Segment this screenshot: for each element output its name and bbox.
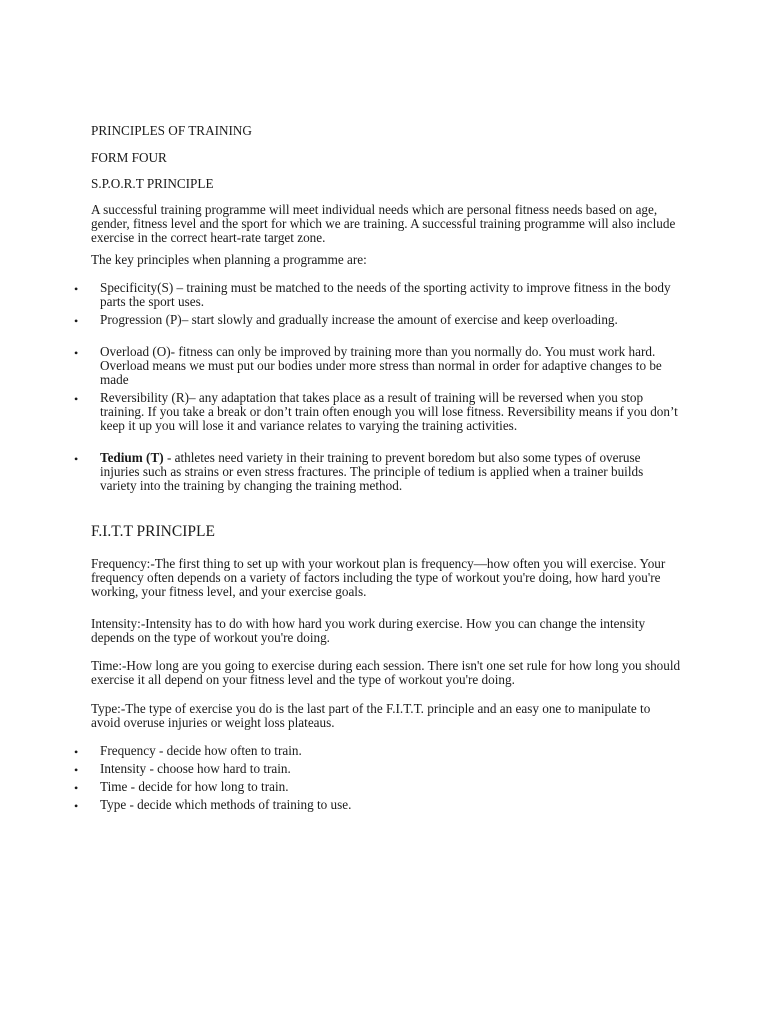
list-item-reversibility bbox=[74, 390, 680, 434]
list-item-text: Intensity - choose how hard to train. bbox=[100, 761, 291, 776]
intro-paragraph: A successful training programme will meet individual needs which are personal fitness needs based on age, gender, fitness level and the sport for which we are training. A successful training programme will also include exercise in the correct heart-rate target zone. bbox=[91, 202, 676, 246]
bullet-icon: • bbox=[74, 799, 79, 813]
bullet-icon: • bbox=[74, 346, 79, 360]
fitt-principle-heading: F.I.T.T PRINCIPLE bbox=[91, 523, 215, 540]
list-item-progression bbox=[74, 312, 680, 328]
bullet-icon: • bbox=[74, 282, 79, 296]
form-label: FORM FOUR bbox=[91, 150, 167, 165]
list-item-text: Time - decide for how long to train. bbox=[100, 779, 289, 794]
list-item-text: Progression (P)– start slowly and gradually increase the amount of exercise and keep overloading. bbox=[100, 312, 618, 327]
list-item-frequency bbox=[74, 743, 680, 759]
bullet-icon: • bbox=[74, 763, 79, 777]
bullet-icon: • bbox=[74, 452, 79, 466]
list-item-intensity bbox=[74, 761, 680, 777]
list-item-time bbox=[74, 779, 680, 795]
document-title: PRINCIPLES OF TRAINING bbox=[91, 123, 252, 138]
key-principles-intro: The key principles when planning a programme are: bbox=[91, 252, 367, 267]
intensity-paragraph: Intensity:-Intensity has to do with how hard you work during exercise. How you can change the intensity depends on the type of workout you're doing. bbox=[91, 616, 646, 646]
list-item-tedium bbox=[74, 450, 680, 494]
type-paragraph: Type:-The type of exercise you do is the last part of the F.I.T.T. principle and an easy one to manipulate to avoid overuse injuries or weight loss plateaus. bbox=[91, 701, 651, 731]
list-item-text: - athletes need variety in their training to prevent boredom but also some types of overuse injuries such as strains or even stress fractures. The principle of tedium is applied when a trainer builds variety into the training by changing the training method. bbox=[100, 450, 644, 494]
time-paragraph: Time:-How long are you going to exercise during each session. There isn't one set rule for how long you should exercise it all depend on your fitness level and the type of workout you're doing. bbox=[91, 658, 681, 688]
list-item-text: Specificity(S) – training must be matched to the needs of the sporting activity to improve fitness in the body parts the sport uses. bbox=[100, 280, 671, 310]
list-item-text: Overload (O)- fitness can only be improved by training more than you normally do. You must work hard. Overload means we must put our bodies under more stress than normal in order for adaptive changes to be made bbox=[100, 344, 662, 388]
list-item-label: Tedium (T) bbox=[100, 450, 164, 465]
list-item-text: Frequency - decide how often to train. bbox=[100, 743, 302, 758]
list-item-specificity bbox=[74, 280, 680, 310]
list-item-type bbox=[74, 797, 680, 813]
bullet-icon: • bbox=[74, 314, 79, 328]
bullet-icon: • bbox=[74, 745, 79, 759]
list-item-overload bbox=[74, 344, 680, 388]
sport-principle-heading: S.P.O.R.T PRINCIPLE bbox=[91, 176, 214, 191]
frequency-paragraph: Frequency:-The first thing to set up with your workout plan is frequency—how often you will exercise. Your frequency often depends on a variety of factors including the type of workout you're doing, how hard you're working, your fitness level, and your exercise goals. bbox=[91, 556, 666, 600]
list-item-text: Type - decide which methods of training to use. bbox=[100, 797, 352, 812]
bullet-icon: • bbox=[74, 392, 79, 406]
list-item-text: Reversibility (R)– any adaptation that takes place as a result of training will be reversed when you stop training. If you take a break or don’t train often enough you will lose fitness. Reversibility means if you don’t keep it up you will lose it and variance relates to varying the training activities. bbox=[100, 390, 678, 434]
bullet-icon: • bbox=[74, 781, 79, 795]
